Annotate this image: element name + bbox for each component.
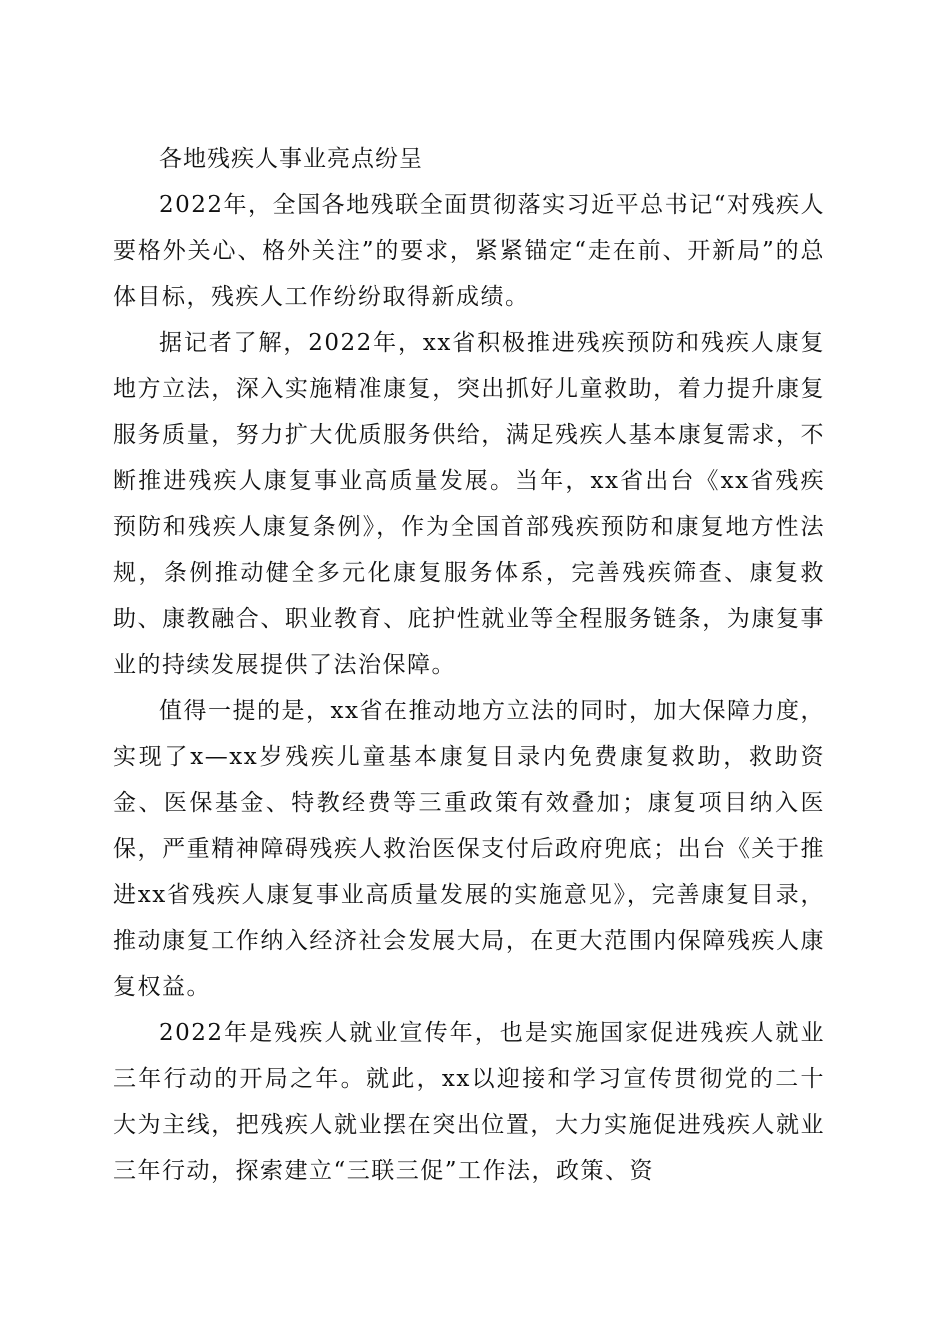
article-title: 各地残疾人事业亮点纷呈 [159, 146, 423, 172]
paragraph-intro: 2022年，全国各地残联全面贯彻落实习近平总书记“对残疾人要格外关心、格外关注”的要求，紧紧锚定“走在前、开新局”的总体目标，残疾人工作纷纷取得新成绩。 [113, 192, 825, 310]
paragraph-employment-year: 2022年是残疾人就业宣传年，也是实施国家促进残疾人就业三年行动的开局之年。就此，xx以迎接和学习宣传贯彻党的二十大为主线，把残疾人就业摆在突出位置，大力实施促进残疾人就业三年行动，探索建立“三联三促”工作法，政策、资 [113, 1020, 825, 1184]
document-body [113, 136, 825, 1194]
paragraph-rehabilitation-legislation: 据记者了解，2022年，xx省积极推进残疾预防和残疾人康复地方立法，深入实施精准康复，突出抓好儿童救助，着力提升康复服务质量，努力扩大优质服务供给，满足残疾人基本康复需求，不断推进残疾人康复事业高质量发展。当年，xx省出台《xx省残疾预防和残疾人康复条例》，作为全国首部残疾预防和康复地方性法规，条例推动健全多元化康复服务体系，完善残疾筛查、康复救助、康教融合、职业教育、庇护性就业等全程服务链条，为康复事业的持续发展提供了法治保障。 [113, 330, 825, 678]
paragraph-guarantee-measures: 值得一提的是，xx省在推动地方立法的同时，加大保障力度，实现了x—xx岁残疾儿童基本康复目录内免费康复救助，救助资金、医保基金、特教经费等三重政策有效叠加；康复项目纳入医保，严重精神障碍残疾人救治医保支付后政府兜底；出台《关于推进xx省残疾人康复事业高质量发展的实施意见》，完善康复目录，推动康复工作纳入经济社会发展大局，在更大范围内保障残疾人康复权益。 [113, 698, 825, 1000]
